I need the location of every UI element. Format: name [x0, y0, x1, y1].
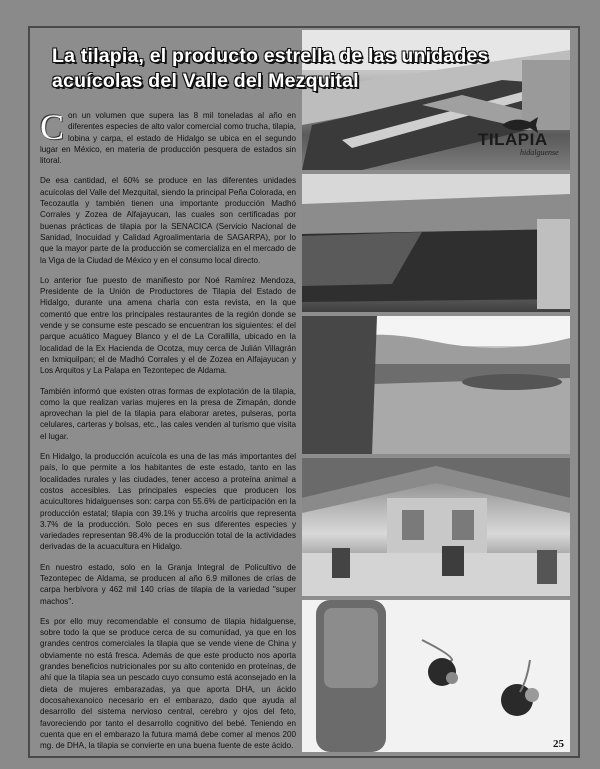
paragraph-4: También informó que existen otras formas de explotación de la tilapia, como la que realizan varias mujeres en la presa de Zimapán, donde aprovechan la piel de la tilapia para elaborar aretes, pulseras, porta celulares, carteras y bolsas, etc., las cales venden al turismo que visita el lugar.	[40, 386, 296, 441]
pond-channel-illustration	[302, 174, 570, 312]
paragraph-1: Con un volumen que supera las 8 mil toneladas al año en diferentes especies de alto valor comercial como trucha, tilapia, lobina y carpa, el estado de Hidalgo se ubica en el segundo lugar en México, en materia de producción pesquera de estados sin litoral.	[40, 107, 296, 166]
palapa-illustration	[302, 458, 570, 596]
crafts-illustration	[302, 600, 570, 752]
photo-pond-channel	[302, 174, 570, 312]
logo-text: TILAPIA	[478, 130, 548, 149]
paragraph-5: En Hidalgo, la producción acuícola es una de las más importantes del país, lo que permite a los habitantes de este estado, tanto en las localidades rurales y las ciudades, tener acceso a proteína animal a costos accesibles. Las principales especies que producen los acuicultores hidalguenses son: carpa con 55.6% de participación en la producción estatal; tilapia con 39.1% y trucha arcoíris que representa 3.7% de la producción. Solo peces en sus diferentes especies y variedades representan 98.4% de la producción total de la actividades derivadas de la acuacultura en Hidalgo.	[40, 452, 296, 552]
river-landscape-illustration	[302, 316, 570, 454]
paragraph-7: Es por ello muy recomendable el consumo de tilapia hidalguense, sobre todo la que se produce cerca de su comunidad, ya que en los grandes centros comerciales la tilapia que se vende viene de China y obviamente no está fresca. Además de que este producto nos aporta grandes beneficios nutricionales por su alto contenido en proteínas, de ahí que la tilapia sea un pescado cuyo consumo está aconsejado en la dieta de mujeres embarazadas, ya que aporta DHA, un ácido docosahexanoico necesario en el embarazo, dado que ayuda al desarrollo del sistema nervioso central, cerebro y ojos del feto, favoreciendo por tanto el desarrollo cognitivo del bebé. Teniendo en cuenta que en el embarazo la futura mamá debe comer al menos 200 mg. de DHA, la tilapia se convierte en una buena fuente de este ácido.	[40, 616, 296, 751]
article-body	[40, 107, 296, 760]
logo-subtext: hidalguense	[520, 148, 559, 157]
paragraph-6: En nuestro estado, solo en la Granja Integral de Policultivo de Tezontepec de Aldama, se producen al año 6.9 millones de crías de carpa herbívora y 462 mil 140 crías de tilapia de la variedad "super machos".	[40, 562, 296, 606]
photo-tilapia-crafts	[302, 600, 570, 752]
photo-palapa-restaurant	[302, 458, 570, 596]
drop-cap: C	[40, 107, 65, 147]
paragraph-2: De esa cantidad, el 60% se produce en las diferentes unidades acuícolas del Valle del Mezquital, siendo la principal Peña Colorada, en Tecozautla y también tienen una importante producción Madhó Corrales y Zozea de Alfajayucan, las cuales son certificadas por buenas prácticas de tilapia por la SENACICA (Servicio Nacional de Sanidad, Inocuidad y Calidad Agroalimentaria de SAGARPA), por lo que la mayor parte de la producción se comercializa en el mercado de la Viga de la Ciudad de México y en el consumo local directo.	[40, 176, 296, 265]
article-title: La tilapia, el producto estrella de las unidades acuícolas del Valle del Mezquital	[52, 45, 489, 92]
tilapia-logo	[478, 124, 568, 164]
photo-river-landscape	[302, 316, 570, 454]
page-number: 25	[553, 738, 564, 750]
paragraph-3: Lo anterior fue puesto de manifiesto por Noé Ramírez Mendoza, Presidente de la Unión de Productores de Tilapia del Estado de Hidalgo, durante una amena charla con esta revista, en la que comentó que entre los principales restaurantes de la región donde se vende y se consume este pescado se encuentran los siguientes: el del parque acuático Maguey Blanco y el de La Corallilla, ubicado en la localidad de la Ex Hacienda de Ocotza, muy cerca de Julián Villagrán en Ixmiquilpan; el de Madhó Corrales y el de Zozea en Alfajayucan y Los Arquitos y La Palapa en Tezontepec de Aldama.	[40, 275, 296, 376]
